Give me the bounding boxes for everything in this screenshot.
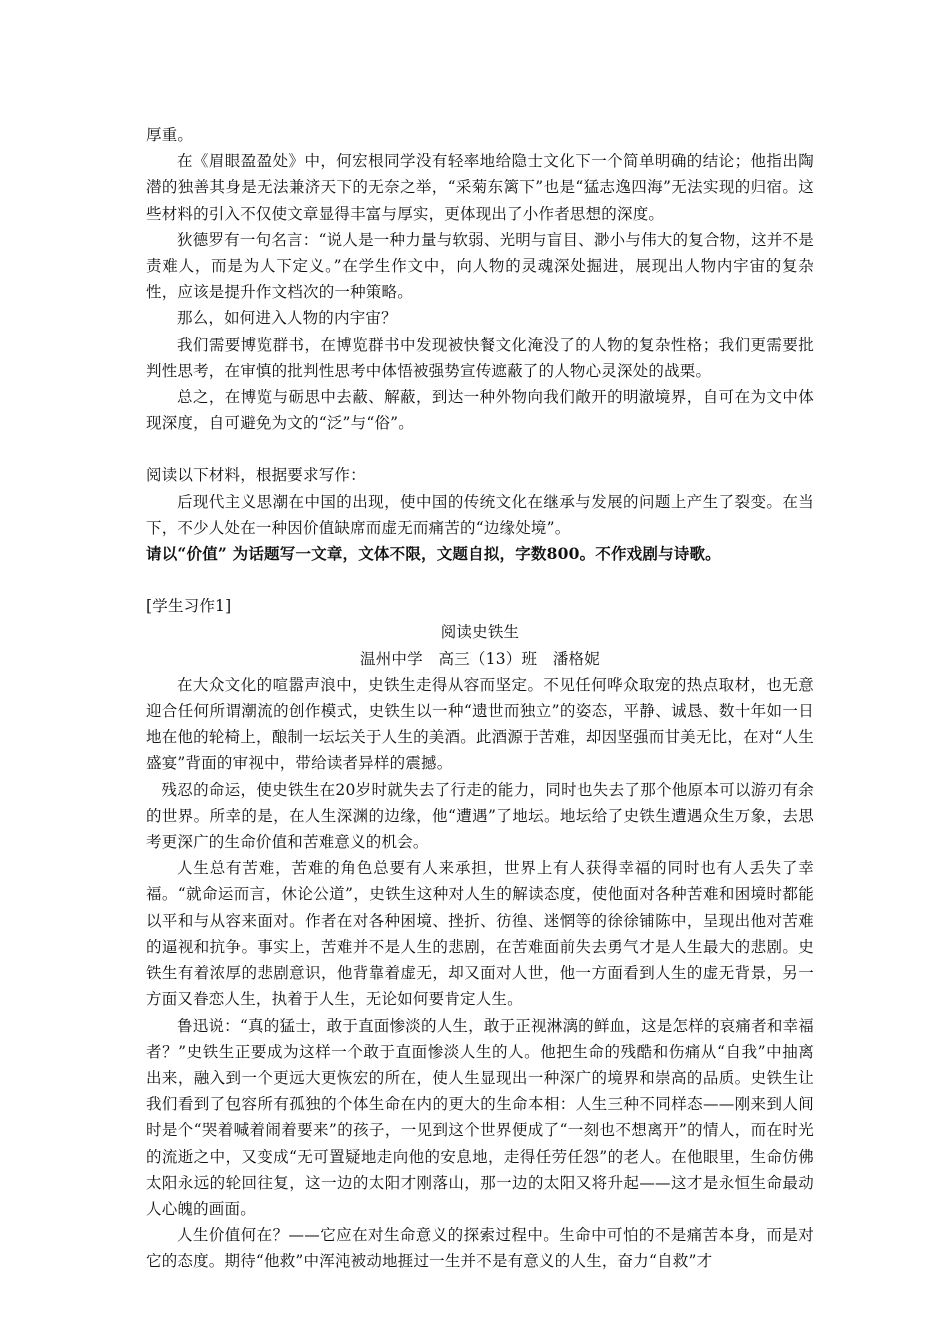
prompt-material: 后现代主义思潮在中国的出现，使中国的传统文化在继承与发展的问题上产生了裂变。在当下，不少人处在一种因价值缺席而虚无而痛苦的“边缘处境”。 xyxy=(146,492,814,537)
intro-paragraph-3: 那么，如何进入人物的内宇宙？ xyxy=(177,309,397,328)
document-page xyxy=(146,122,814,1275)
intro-paragraph-2: 狄德罗有一句名言：“说人是一种力量与软弱、光明与盲目、渺小与伟大的复合物，这并不是责难人，而是为人下定义。”在学生作文中，向人物的灵魂深处掘进，展现出人物内宇宙的复杂性，应该是提升作文档次的一种策略。 xyxy=(146,230,814,302)
intro-paragraph-4: 我们需要博览群书，在博览群书中发现被快餐文化淹没了的人物的复杂性格；我们更需要批判性思考，在审慎的批判性思考中体悟被强势宣传遮蔽了的人物心灵深处的战栗。 xyxy=(146,335,814,380)
spacer xyxy=(146,567,814,593)
intro-paragraph-1: 在《眉眼盈盈处》中，何宏根同学没有轻率地给隐士文化下一个简单明确的结论；他指出陶潜的独善其身是无法兼济天下的无奈之举，“采菊东篱下”也是“猛志逸四海”无法实现的归宿。这些材料的引入不仅使文章显得丰富与厚实，更体现出了小作者思想的深度。 xyxy=(146,152,814,223)
prompt-requirement: 请以“价值” 为话题写一文章，文体不限，文题自拟，字数800。不作戏剧与诗歌。 xyxy=(146,544,721,564)
essay-author: 温州中学 高三（13）班 潘格妮 xyxy=(360,649,600,668)
essay-paragraph-4: 鲁迅说：“真的猛士，敢于直面惨淡的人生，敢于正视淋漓的鲜血，这是怎样的哀痛者和幸福者？”史铁生正要成为这样一个敢于直面惨淡人生的人。他把生命的残酷和伤痛从“自我”中抽离出来，融入到一个更远大更恢宏的所在，使人生显现出一种深广的境界和崇高的品质。史铁生让我们看到了包容所有孤独的个体生命在内的更大的生命本相：人生三种不同样态——刚来到人间时是个“哭着喊着闹着要来”的孩子，一见到这个世界便成了“一刻也不想离开”的情人，而在时光的流逝之中，又变成“无可置疑地走向他的安息地，走得任劳任怨”的老人。在他眼里，生命仿佛太阳永远的轮回往复，这一边的太阳才刚落山，那一边的太阳又将升起——这才是永恒生命最动人心魄的画面。 xyxy=(146,1016,814,1218)
essay-label: [学生习作1] xyxy=(146,597,232,616)
essay-paragraph-3: 人生总有苦难，苦难的角色总要有人来承担，世界上有人获得幸福的同时也有人丢失了幸福。“就命运而言，休论公道”，史铁生这种对人生的解读态度，使他面对各种苦难和困境时都能以平和与从容来面对。作者在对各种困境、挫折、彷徨、迷惘等的徐徐铺陈中，呈现出他对苦难的逼视和抗争。事实上，苦难并不是人生的悲剧，在苦难面前失去勇气才是人生最大的悲剧。史铁生有着浓厚的悲剧意识，他背靠着虚无，却又面对人世，他一方面看到人生的虚无背景，另一方面又眷恋人生，执着于人生，无论如何要肯定人生。 xyxy=(146,859,814,1009)
essay-paragraph-5: 人生价值何在？——它应在对生命意义的探索过程中。生命中可怕的不是痛苦本身，而是对它的态度。期待“他救”中浑沌被动地捱过一生并不是有意义的人生，奋力“自救”才 xyxy=(146,1226,814,1271)
spacer xyxy=(146,436,814,462)
essay-paragraph-2: 残忍的命运，使史铁生在20岁时就失去了行走的能力，同时也失去了那个他原本可以游刃有余的世界。所幸的是，在人生深渊的边缘，他“遭遇”了地坛。地坛给了史铁生遭遇众生万象，去思考更深广的生命价值和苦难意义的机会。 xyxy=(146,780,814,852)
essay-title: 阅读史铁生 xyxy=(440,623,520,642)
intro-paragraph-0: 厚重。 xyxy=(146,126,194,144)
prompt-heading: 阅读以下材料，根据要求写作： xyxy=(146,466,366,485)
intro-paragraph-5: 总之，在博览与砺思中去蔽、解蔽，到达一种外物向我们敞开的明澈境界，自可在为文中体现深度，自可避免为文的“泛”与“俗”。 xyxy=(146,388,814,433)
essay-paragraph-1: 在大众文化的喧嚣声浪中，史铁生走得从容而坚定。不见任何哗众取宠的热点取材，也无意迎合任何所谓潮流的创作模式，史铁生以一种“遗世而独立”的姿态，平静、诚恳、数十年如一日地在他的轮椅上，酿制一坛坛关于人生的美酒。此酒源于苦难，却因坚强而甘美无比，在对“人生盛宴”背面的审视中，带给读者异样的震撼。 xyxy=(146,675,814,773)
